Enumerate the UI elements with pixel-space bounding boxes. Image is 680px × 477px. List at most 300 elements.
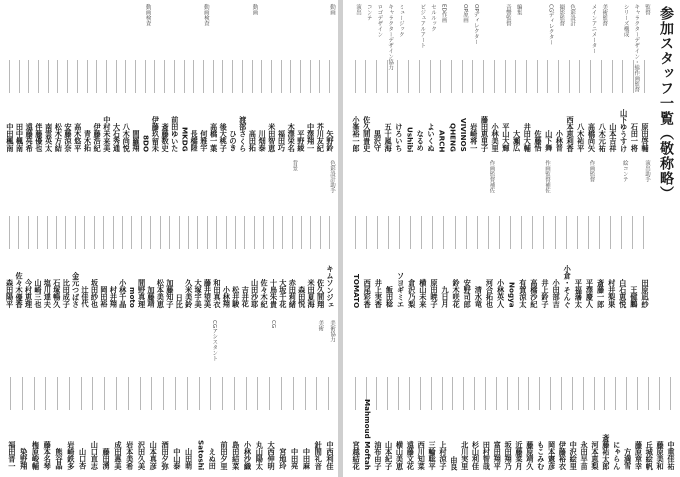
- staff-role: 絵コンテ: [621, 160, 628, 182]
- leader-line: [440, 60, 441, 93]
- staff-column: [582, 160, 593, 308]
- leader-line: [572, 377, 573, 410]
- staff-column: [563, 4, 574, 152]
- staff-column: [98, 320, 110, 470]
- leader-line: [87, 60, 88, 93]
- band: [4, 160, 334, 308]
- staff-role: コンテ: [365, 4, 372, 21]
- staff-column: [446, 4, 457, 152]
- staff-column: [4, 4, 14, 152]
- staff-name: 間野真理: [137, 279, 147, 308]
- staff-column: [545, 320, 556, 470]
- leader-line: [179, 216, 180, 249]
- leader-line: [81, 377, 82, 410]
- staff-name: 平福藩太: [574, 279, 584, 308]
- staff-column: [382, 320, 393, 470]
- staff-name: 高田拓: [248, 130, 258, 152]
- staff-column: [460, 160, 471, 308]
- staff-column: [516, 160, 527, 308]
- staff-name: 福田巧: [277, 130, 287, 152]
- staff-column: [127, 160, 136, 308]
- leader-line: [483, 60, 484, 93]
- staff-role: シリーズ構成: [622, 4, 629, 37]
- staff-name: 森田陽平: [5, 279, 15, 308]
- staff-name: 中田楓南: [5, 123, 15, 152]
- staff-name: 八木尚悦: [122, 123, 132, 152]
- staff-name: Mahmoud Moftah: [362, 399, 372, 470]
- staff-name: 矢野鈴: [326, 130, 335, 152]
- staff-name: 中田亮: [290, 448, 300, 470]
- staff-name: 小林晋: [555, 130, 565, 152]
- staff-name: 八木祐平: [576, 123, 586, 152]
- leader-line: [57, 377, 58, 410]
- leader-line: [193, 60, 194, 93]
- staff-column: [247, 4, 257, 152]
- staff-name: 米田夏海: [307, 279, 317, 308]
- leader-line: [377, 216, 378, 249]
- staff-column: [150, 4, 160, 152]
- staff-name: 横山未来: [418, 279, 428, 308]
- staff-name: 久米美鈴: [184, 279, 194, 308]
- staff-role: CGアシスタント: [211, 320, 218, 362]
- staff-column: [82, 4, 92, 152]
- leader-line: [18, 216, 19, 249]
- staff-name: 藤井望美: [203, 279, 213, 308]
- leader-line: [174, 60, 175, 93]
- leader-line: [9, 216, 10, 249]
- staff-column: [324, 4, 334, 152]
- leader-line: [319, 60, 320, 93]
- leader-line: [532, 216, 533, 249]
- staff-column: [179, 4, 189, 152]
- staff-role: ED作画: [440, 4, 447, 23]
- staff-column: [574, 4, 585, 152]
- staff-column: [371, 320, 382, 470]
- staff-name: 平山大輝: [501, 123, 511, 152]
- staff-name: 日比: [175, 293, 185, 308]
- leader-line: [590, 60, 591, 93]
- staff-name: 後大桃子: [219, 123, 229, 152]
- staff-name: 村井梨果: [607, 279, 617, 308]
- staff-name: 原田啓輔: [641, 123, 650, 152]
- staff-name: 西川知菜: [417, 441, 427, 470]
- band: [349, 4, 649, 152]
- staff-name: 中澤翔一: [306, 123, 316, 152]
- staff-column: [256, 4, 266, 152]
- leader-line: [10, 377, 11, 410]
- staff-name: 安野司郎: [463, 279, 473, 308]
- staff-column: [193, 320, 205, 470]
- staff-column: [599, 320, 610, 470]
- staff-column: [325, 160, 334, 308]
- leader-line: [271, 60, 272, 93]
- staff-column: [616, 160, 627, 308]
- staff-name: 川畑泰: [258, 130, 268, 152]
- staff-name: 藤田湧: [102, 448, 112, 470]
- staff-column: [285, 4, 295, 152]
- staff-column: [117, 160, 126, 308]
- staff-role: 美術協力: [329, 320, 335, 342]
- staff-column: [14, 4, 24, 152]
- staff-name: 長橋陸: [190, 130, 200, 152]
- staff-column: [91, 4, 101, 152]
- leader-line: [583, 377, 584, 410]
- staff-column: [33, 160, 42, 308]
- staff-name: 黒沢守: [373, 130, 383, 152]
- staff-role: 動画: [251, 4, 258, 15]
- staff-name: Ushibi: [405, 126, 415, 152]
- staff-name: 松本美恵: [156, 279, 166, 308]
- staff-role: 美術監督: [601, 4, 608, 26]
- staff-column: [237, 4, 247, 152]
- staff-name: 村井翔: [109, 286, 119, 308]
- staff-role: 動画検査: [202, 4, 209, 26]
- staff-column: [627, 160, 638, 308]
- leader-line: [443, 216, 444, 249]
- staff-name: 中村未来美: [102, 116, 112, 152]
- leader-line: [463, 377, 464, 410]
- staff-column: [121, 4, 131, 152]
- staff-name: 平野綾: [296, 130, 306, 152]
- staff-column: [467, 4, 478, 152]
- staff-column: [62, 4, 72, 152]
- staff-role: 作画監督補佐: [544, 160, 551, 193]
- staff-column: [393, 320, 404, 470]
- leader-line: [188, 216, 189, 249]
- staff-name: 田原凪紗: [641, 279, 650, 308]
- staff-column: [505, 160, 516, 308]
- staff-name: 芥川友紀: [316, 123, 326, 152]
- leader-line: [537, 60, 538, 93]
- leader-line: [365, 60, 366, 93]
- staff-name: 遠藤文花: [406, 441, 416, 470]
- staff-name: 福田晋一: [7, 441, 17, 470]
- leader-line: [257, 377, 258, 410]
- leader-line: [462, 60, 463, 93]
- leader-line: [150, 216, 151, 249]
- leader-line: [612, 60, 613, 93]
- staff-role: ミュージック: [397, 4, 404, 37]
- staff-column: [259, 160, 268, 308]
- staff-name: 成田惠美: [113, 441, 123, 470]
- staff-name: 佐藤悟: [533, 130, 543, 152]
- leader-line: [222, 377, 223, 410]
- staff-role: メインアニメーター: [590, 4, 597, 54]
- leader-line: [648, 377, 649, 410]
- staff-column: [435, 4, 446, 152]
- leader-line: [261, 60, 262, 93]
- staff-name: 南雲英太: [44, 123, 54, 152]
- leader-line: [451, 60, 452, 93]
- staff-column: [51, 160, 60, 308]
- leader-line: [244, 216, 245, 249]
- leader-line: [376, 60, 377, 93]
- staff-role: 動画検査: [144, 4, 151, 26]
- staff-name: 酒田夕弥: [161, 441, 171, 470]
- leader-line: [507, 377, 508, 410]
- leader-line: [626, 377, 627, 410]
- staff-name: 宮越結花: [352, 441, 362, 470]
- staff-column: [595, 4, 606, 152]
- leader-line: [116, 377, 117, 410]
- staff-column: [638, 160, 649, 308]
- staff-name: 藤原靖久: [525, 441, 535, 470]
- left-page: [0, 0, 338, 477]
- leader-line: [588, 216, 589, 249]
- leader-line: [187, 377, 188, 410]
- leader-line: [432, 216, 433, 249]
- leader-line: [431, 377, 432, 410]
- staff-column: [39, 320, 51, 470]
- staff-name: 赤田莉緒: [288, 279, 298, 308]
- leader-line: [579, 60, 580, 93]
- leader-line: [561, 377, 562, 410]
- staff-column: [136, 160, 145, 308]
- staff-column: [534, 320, 545, 470]
- staff-column: [98, 160, 107, 308]
- staff-name: 岩崎鉄多: [66, 441, 76, 470]
- staff-name: 坂田紗也: [90, 279, 100, 308]
- leader-line: [96, 60, 97, 93]
- staff-column: [28, 320, 40, 470]
- staff-name: 渡部さくら: [238, 116, 248, 152]
- staff-name: 島田結菜: [231, 441, 241, 470]
- leader-line: [232, 60, 233, 93]
- leader-line: [521, 216, 522, 249]
- staff-name: 有賀涼太: [518, 279, 528, 308]
- staff-name: よいくぬ: [426, 123, 436, 152]
- staff-column: [512, 320, 523, 470]
- staff-name: 王健鵬: [629, 286, 639, 308]
- leader-line: [604, 377, 605, 410]
- leader-line: [263, 216, 264, 249]
- staff-column: [51, 320, 63, 470]
- leader-line: [599, 216, 600, 249]
- staff-name: 大西伸明: [267, 441, 277, 470]
- leader-line: [455, 216, 456, 249]
- staff-column: [227, 4, 237, 152]
- staff-name: 大坂千花: [278, 279, 288, 308]
- staff-name: 山本吉祥: [608, 123, 618, 152]
- staff-column: [24, 4, 34, 152]
- staff-column: [16, 320, 28, 470]
- staff-column: [80, 160, 89, 308]
- staff-name: 小峯裕一郎: [352, 116, 362, 152]
- staff-column: [392, 4, 403, 152]
- leader-line: [355, 377, 356, 410]
- staff-name: QHENG: [448, 123, 458, 152]
- staff-column: [628, 4, 639, 152]
- staff-name: 大石秀通: [112, 123, 122, 152]
- leader-line: [254, 216, 255, 249]
- leader-line: [528, 377, 529, 410]
- staff-column: [403, 4, 414, 152]
- staff-name: 塩川達夫: [43, 279, 53, 308]
- staff-role: 監督: [644, 4, 650, 15]
- leader-line: [399, 216, 400, 249]
- leader-line: [566, 216, 567, 249]
- leader-line: [235, 216, 236, 249]
- leader-line: [122, 216, 123, 249]
- staff-column: [549, 160, 560, 308]
- staff-name: 今村恵理: [24, 279, 34, 308]
- staff-name: 井田大輔: [523, 123, 533, 152]
- staff-role: CG: [270, 320, 277, 329]
- staff-column: [482, 160, 493, 308]
- staff-name: 小田部吉: [552, 279, 562, 308]
- staff-column: [617, 4, 628, 152]
- leader-line: [92, 377, 93, 410]
- leader-line: [140, 377, 141, 410]
- staff-column: [478, 4, 489, 152]
- leader-line: [310, 216, 311, 249]
- leader-line: [452, 377, 453, 410]
- staff-name: 山崎三也: [33, 279, 43, 308]
- staff-name: けろいち: [394, 123, 404, 152]
- staff-column: [427, 160, 438, 308]
- leader-line: [9, 60, 10, 93]
- leader-line: [69, 377, 70, 410]
- staff-name: 近藤菜月: [514, 441, 524, 470]
- staff-column: [72, 4, 82, 152]
- staff-role: セルルック: [429, 4, 436, 32]
- leader-line: [84, 216, 85, 249]
- leader-line: [234, 377, 235, 410]
- staff-column: [531, 4, 542, 152]
- staff-name: 富田翔平: [493, 441, 503, 470]
- staff-name: 木澤栄名: [287, 123, 297, 152]
- staff-column: [188, 4, 198, 152]
- staff-column: [208, 4, 218, 152]
- staff-name: ひのき: [228, 130, 238, 152]
- staff-name: 斎藤祐太郎: [601, 434, 611, 470]
- staff-name: 石塚暢久: [52, 279, 62, 308]
- staff-column: [606, 4, 617, 152]
- leader-line: [293, 377, 294, 410]
- staff-column: [181, 320, 193, 470]
- staff-role: 色彩設計助手: [329, 160, 335, 193]
- leader-line: [104, 377, 105, 410]
- staff-column: [360, 4, 371, 152]
- staff-column: [169, 4, 179, 152]
- staff-column: [653, 320, 664, 470]
- staff-column: [111, 4, 121, 152]
- staff-name: 森田悦: [297, 286, 307, 308]
- staff-name: 中重佳祐: [667, 441, 676, 470]
- leader-line: [281, 60, 282, 93]
- staff-name: 北川実里: [460, 441, 470, 470]
- leader-line: [316, 377, 317, 410]
- staff-role: 美術: [317, 320, 324, 331]
- staff-name: 小林沙織: [243, 441, 253, 470]
- staff-name: 高木悠平: [73, 123, 83, 152]
- leader-line: [269, 377, 270, 410]
- staff-name: 中西利佳: [326, 441, 335, 470]
- leader-line: [488, 216, 489, 249]
- staff-column: [315, 160, 324, 308]
- staff-name: 山口直志: [90, 441, 100, 470]
- staff-column: [510, 4, 521, 152]
- staff-role: ビジュアルアート: [419, 4, 426, 48]
- leader-line: [505, 60, 506, 93]
- staff-column: [157, 320, 169, 470]
- staff-name: TOMATO: [352, 273, 362, 308]
- staff-name: 小林翔: [222, 286, 232, 308]
- staff-name: 横山美恵: [395, 441, 405, 470]
- leader-line: [410, 216, 411, 249]
- staff-role: 音響監督: [504, 4, 511, 26]
- staff-role: 編集: [515, 4, 522, 15]
- staff-role: 動画: [329, 4, 335, 15]
- staff-column: [523, 320, 534, 470]
- leader-line: [466, 216, 467, 249]
- leader-line: [409, 377, 410, 410]
- staff-role: 背景: [291, 160, 298, 171]
- leader-line: [659, 377, 660, 410]
- staff-column: [159, 4, 169, 152]
- leader-line: [601, 60, 602, 93]
- staff-column: [499, 4, 510, 152]
- leader-line: [510, 216, 511, 249]
- leader-line: [38, 60, 39, 93]
- leader-line: [474, 377, 475, 410]
- leader-line: [67, 60, 68, 93]
- staff-name: 丘城絵帆: [645, 441, 655, 470]
- staff-column: [424, 4, 435, 152]
- staff-name: 山口杏: [78, 448, 88, 470]
- staff-role: CGディレクター: [547, 4, 554, 46]
- staff-column: [212, 160, 221, 308]
- leader-line: [22, 377, 23, 410]
- staff-name: 井上鈴子: [541, 279, 551, 308]
- staff-column: [306, 160, 315, 308]
- staff-name: 伊藤浩紀: [93, 123, 103, 152]
- staff-column: [621, 320, 632, 470]
- staff-column: [23, 160, 32, 308]
- staff-name: 比田成子: [62, 279, 72, 308]
- staff-name: 宮地玲: [278, 448, 288, 470]
- staff-name: 伊藤玖留未: [151, 116, 161, 152]
- leader-line: [610, 216, 611, 249]
- staff-column: [527, 160, 538, 308]
- staff-name: 高橋一葉: [209, 123, 219, 152]
- leader-line: [213, 60, 214, 93]
- staff-column: [228, 320, 240, 470]
- staff-name: 梅原峻輔: [31, 441, 41, 470]
- staff-column: [556, 320, 567, 470]
- staff-name: 高橋沙紀: [529, 279, 539, 308]
- leader-line: [398, 377, 399, 410]
- staff-name: 河本恵梨: [590, 441, 600, 470]
- staff-name: 遠藤亮希: [25, 123, 35, 152]
- staff-name: 針間礼音: [314, 441, 324, 470]
- staff-name: 佐久間翔: [316, 279, 326, 308]
- staff-column: [638, 4, 649, 152]
- staff-column: [360, 160, 371, 308]
- staff-column: [404, 320, 415, 470]
- staff-name: MKDG: [180, 127, 190, 152]
- staff-column: [490, 320, 501, 470]
- staff-column: [371, 4, 382, 152]
- staff-column: [405, 160, 416, 308]
- staff-column: [449, 160, 460, 308]
- staff-column: [216, 320, 228, 470]
- staff-name: 岡田裕: [99, 286, 109, 308]
- leader-line: [301, 216, 302, 249]
- staff-column: [249, 160, 258, 308]
- staff-column: [588, 320, 599, 470]
- staff-name: 加藤靖: [146, 286, 156, 308]
